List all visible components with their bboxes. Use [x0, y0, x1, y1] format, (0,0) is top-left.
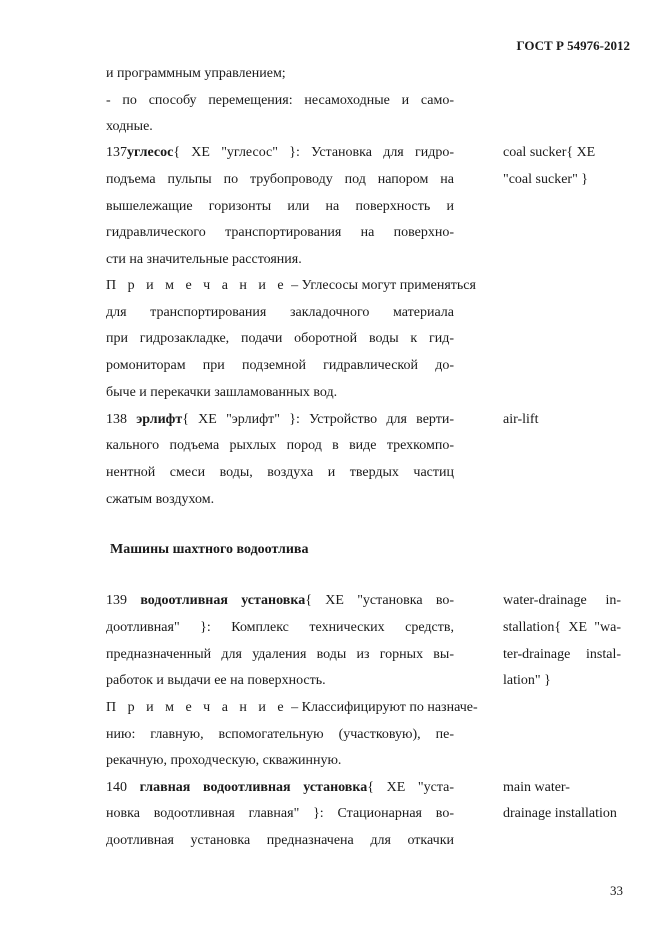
note-line: ромониторам при подземной гидравлической до- — [106, 358, 454, 373]
term-number: 137 — [106, 145, 127, 160]
text-line: нентной смеси воды, воздуха и твердых частиц — [106, 465, 454, 480]
term-138-first-line — [106, 412, 454, 428]
term-name: углесос — [127, 145, 174, 160]
note-line: нию: главную, вспомогательную (участковую), пе- — [106, 727, 454, 742]
term-139-first-line — [106, 593, 454, 609]
term-name: эрлифт — [136, 412, 183, 427]
text-line: подъема пульпы по трубопроводу под напором на — [106, 172, 454, 187]
text-line: доотливная" }: Комплекс технических средств, — [106, 620, 454, 635]
english-term: air-lift — [503, 412, 539, 427]
term-number: 139 — [106, 593, 127, 608]
xe-marker: { ХЕ "эрлифт" }: — [182, 412, 300, 427]
english-term: ter-drainage instal- — [503, 647, 621, 662]
note-label: П р и м е ч а н и е — [106, 278, 288, 293]
term-number: 138 — [106, 412, 127, 427]
section-title: Машины шахтного водоотлива — [110, 542, 309, 557]
text-line: предназначенный для удаления воды из горных вы- — [106, 647, 454, 662]
note-text: – Углесосы могут применяться — [291, 278, 476, 293]
xe-marker: { ХЕ "углесос" }: — [173, 145, 300, 160]
text-line: сжатым воздухом. — [106, 492, 215, 507]
note-first-line — [106, 278, 476, 294]
text-line: вышележащие горизонты или на поверхность и — [106, 199, 454, 214]
text-line: работок и выдачи ее на поверхность. — [106, 673, 326, 688]
text-line: - по способу перемещения: несамоходные и само- — [106, 93, 454, 108]
term-number: 140 — [106, 780, 127, 795]
note-label: П р и м е ч а н и е — [106, 700, 288, 715]
text-line: ходные. — [106, 119, 153, 134]
term-137-first-line — [106, 145, 454, 161]
xe-marker: { ХЕ "установка во- — [305, 593, 455, 608]
note-line: при гидрозакладке, подачи оборотной воды к гид- — [106, 331, 454, 346]
english-term: lation" } — [503, 673, 551, 688]
document-header: ГОСТ Р 54976-2012 — [516, 38, 630, 53]
definition-text: Установка для гидро- — [311, 145, 455, 160]
english-term: drainage installation — [503, 806, 617, 821]
note-line: рекачную, проходческую, скважинную. — [106, 753, 342, 768]
english-term: water-drainage in- — [503, 593, 621, 608]
text-line: новка водоотливная главная" }: Стационарная во- — [106, 806, 454, 821]
text-line: доотливная установка предназначена для откачки — [106, 833, 454, 848]
term-140-first-line — [106, 780, 454, 796]
definition-text: Устройство для верти- — [309, 412, 454, 427]
term-name: водоотливная установка — [140, 593, 306, 608]
note-line: быче и перекачки зашламованных вод. — [106, 385, 338, 400]
english-term: stallation{ ХЕ "wa- — [503, 620, 621, 635]
note-text: – Классифицируют по назначе- — [291, 700, 478, 715]
page-number: 33 — [610, 883, 623, 898]
text-line: сти на значительные расстояния. — [106, 252, 302, 267]
term-name: главная водоотливная установка — [139, 780, 368, 795]
note-first-line — [106, 700, 478, 716]
english-term: "coal sucker" } — [503, 172, 589, 187]
note-line: для транспортирования закладочного материала — [106, 305, 454, 320]
xe-marker: { ХЕ "уста- — [367, 780, 455, 795]
text-line: гидравлического транспортирования на поверхно- — [106, 225, 454, 240]
english-term: coal sucker{ ХЕ — [503, 145, 596, 160]
text-line: и программным управлением; — [106, 66, 286, 81]
english-term: main water- — [503, 780, 570, 795]
text-line: кального подъема рыхлых пород в виде трехкомпо- — [106, 438, 454, 453]
